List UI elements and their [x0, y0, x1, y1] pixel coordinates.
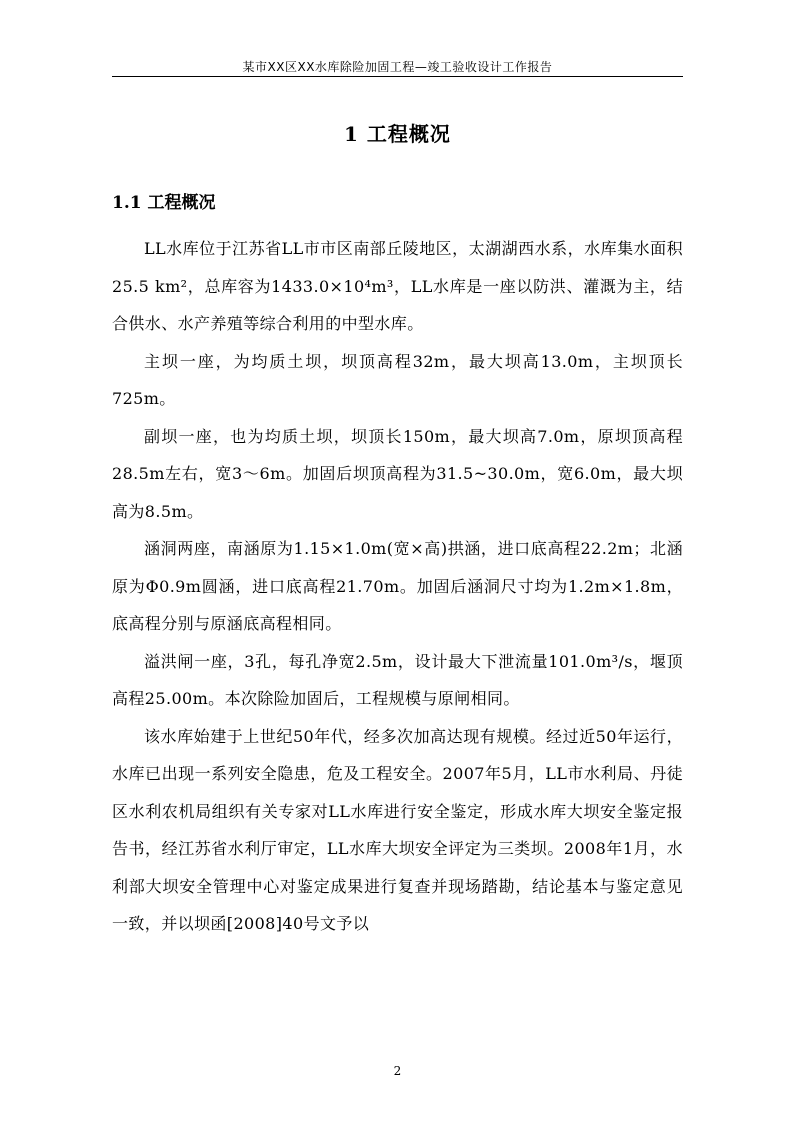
- chapter-title: 1 工程概况: [344, 122, 451, 146]
- body-text: [112, 230, 683, 943]
- paragraph-culverts: 涵洞两座，南涵原为1.15×1.0m(宽×高)拱涵，进口底高程22.2m；北涵原为Φ0.9m圆涵，进口底高程21.70m。加固后涵洞尺寸均为1.2m×1.8m，底高程分别与原涵底高程相同。: [112, 539, 683, 633]
- paragraph-overview: LL水库位于江苏省LL市市区南部丘陵地区，太湖湖西水系，水库集水面积25.5 km²，总库容为1433.0×10⁴m³，LL水库是一座以防洪、灌溉为主，结合供水、水产养殖等综合利用的中型水库。: [112, 239, 683, 333]
- running-header: 某市XX区XX水库除险加固工程—竣工验收设计工作报告: [242, 60, 553, 74]
- header-divider: [112, 76, 683, 77]
- section-title: 1.1 工程概况: [112, 193, 216, 213]
- page-number: 2: [393, 1064, 402, 1078]
- paragraph-history: 该水库始建于上世纪50年代，经多次加高达现有规模。经过近50年运行，水库已出现一系列安全隐患，危及工程安全。2007年5月，LL市水利局、丹徒区水利农机局组织有关专家对LL水库进行安全鉴定，形成水库大坝安全鉴定报告书，经江苏省水利厅审定，LL水库大坝安全评定为三类坝。2008年1月，水利部大坝安全管理中心对鉴定成果进行复查并现场踏勘，结论基本与鉴定意见一致，并以坝函[2008]40号文予以: [112, 726, 683, 933]
- paragraph-main-dam: 主坝一座，为均质土坝，坝顶高程32m，最大坝高13.0m，主坝顶长725m。: [112, 351, 683, 408]
- paragraph-auxiliary-dam: 副坝一座，也为均质土坝，坝顶长150m，最大坝高7.0m，原坝顶高程28.5m左右，宽3～6m。加固后坝顶高程为31.5~30.0m，宽6.0m，最大坝高为8.5m。: [112, 426, 683, 521]
- paragraph-spillway: 溢洪闸一座，3孔，每孔净宽2.5m，设计最大下泄流量101.0m³/s，堰顶高程25.00m。本次除险加固后，工程规模与原闸相同。: [112, 651, 683, 708]
